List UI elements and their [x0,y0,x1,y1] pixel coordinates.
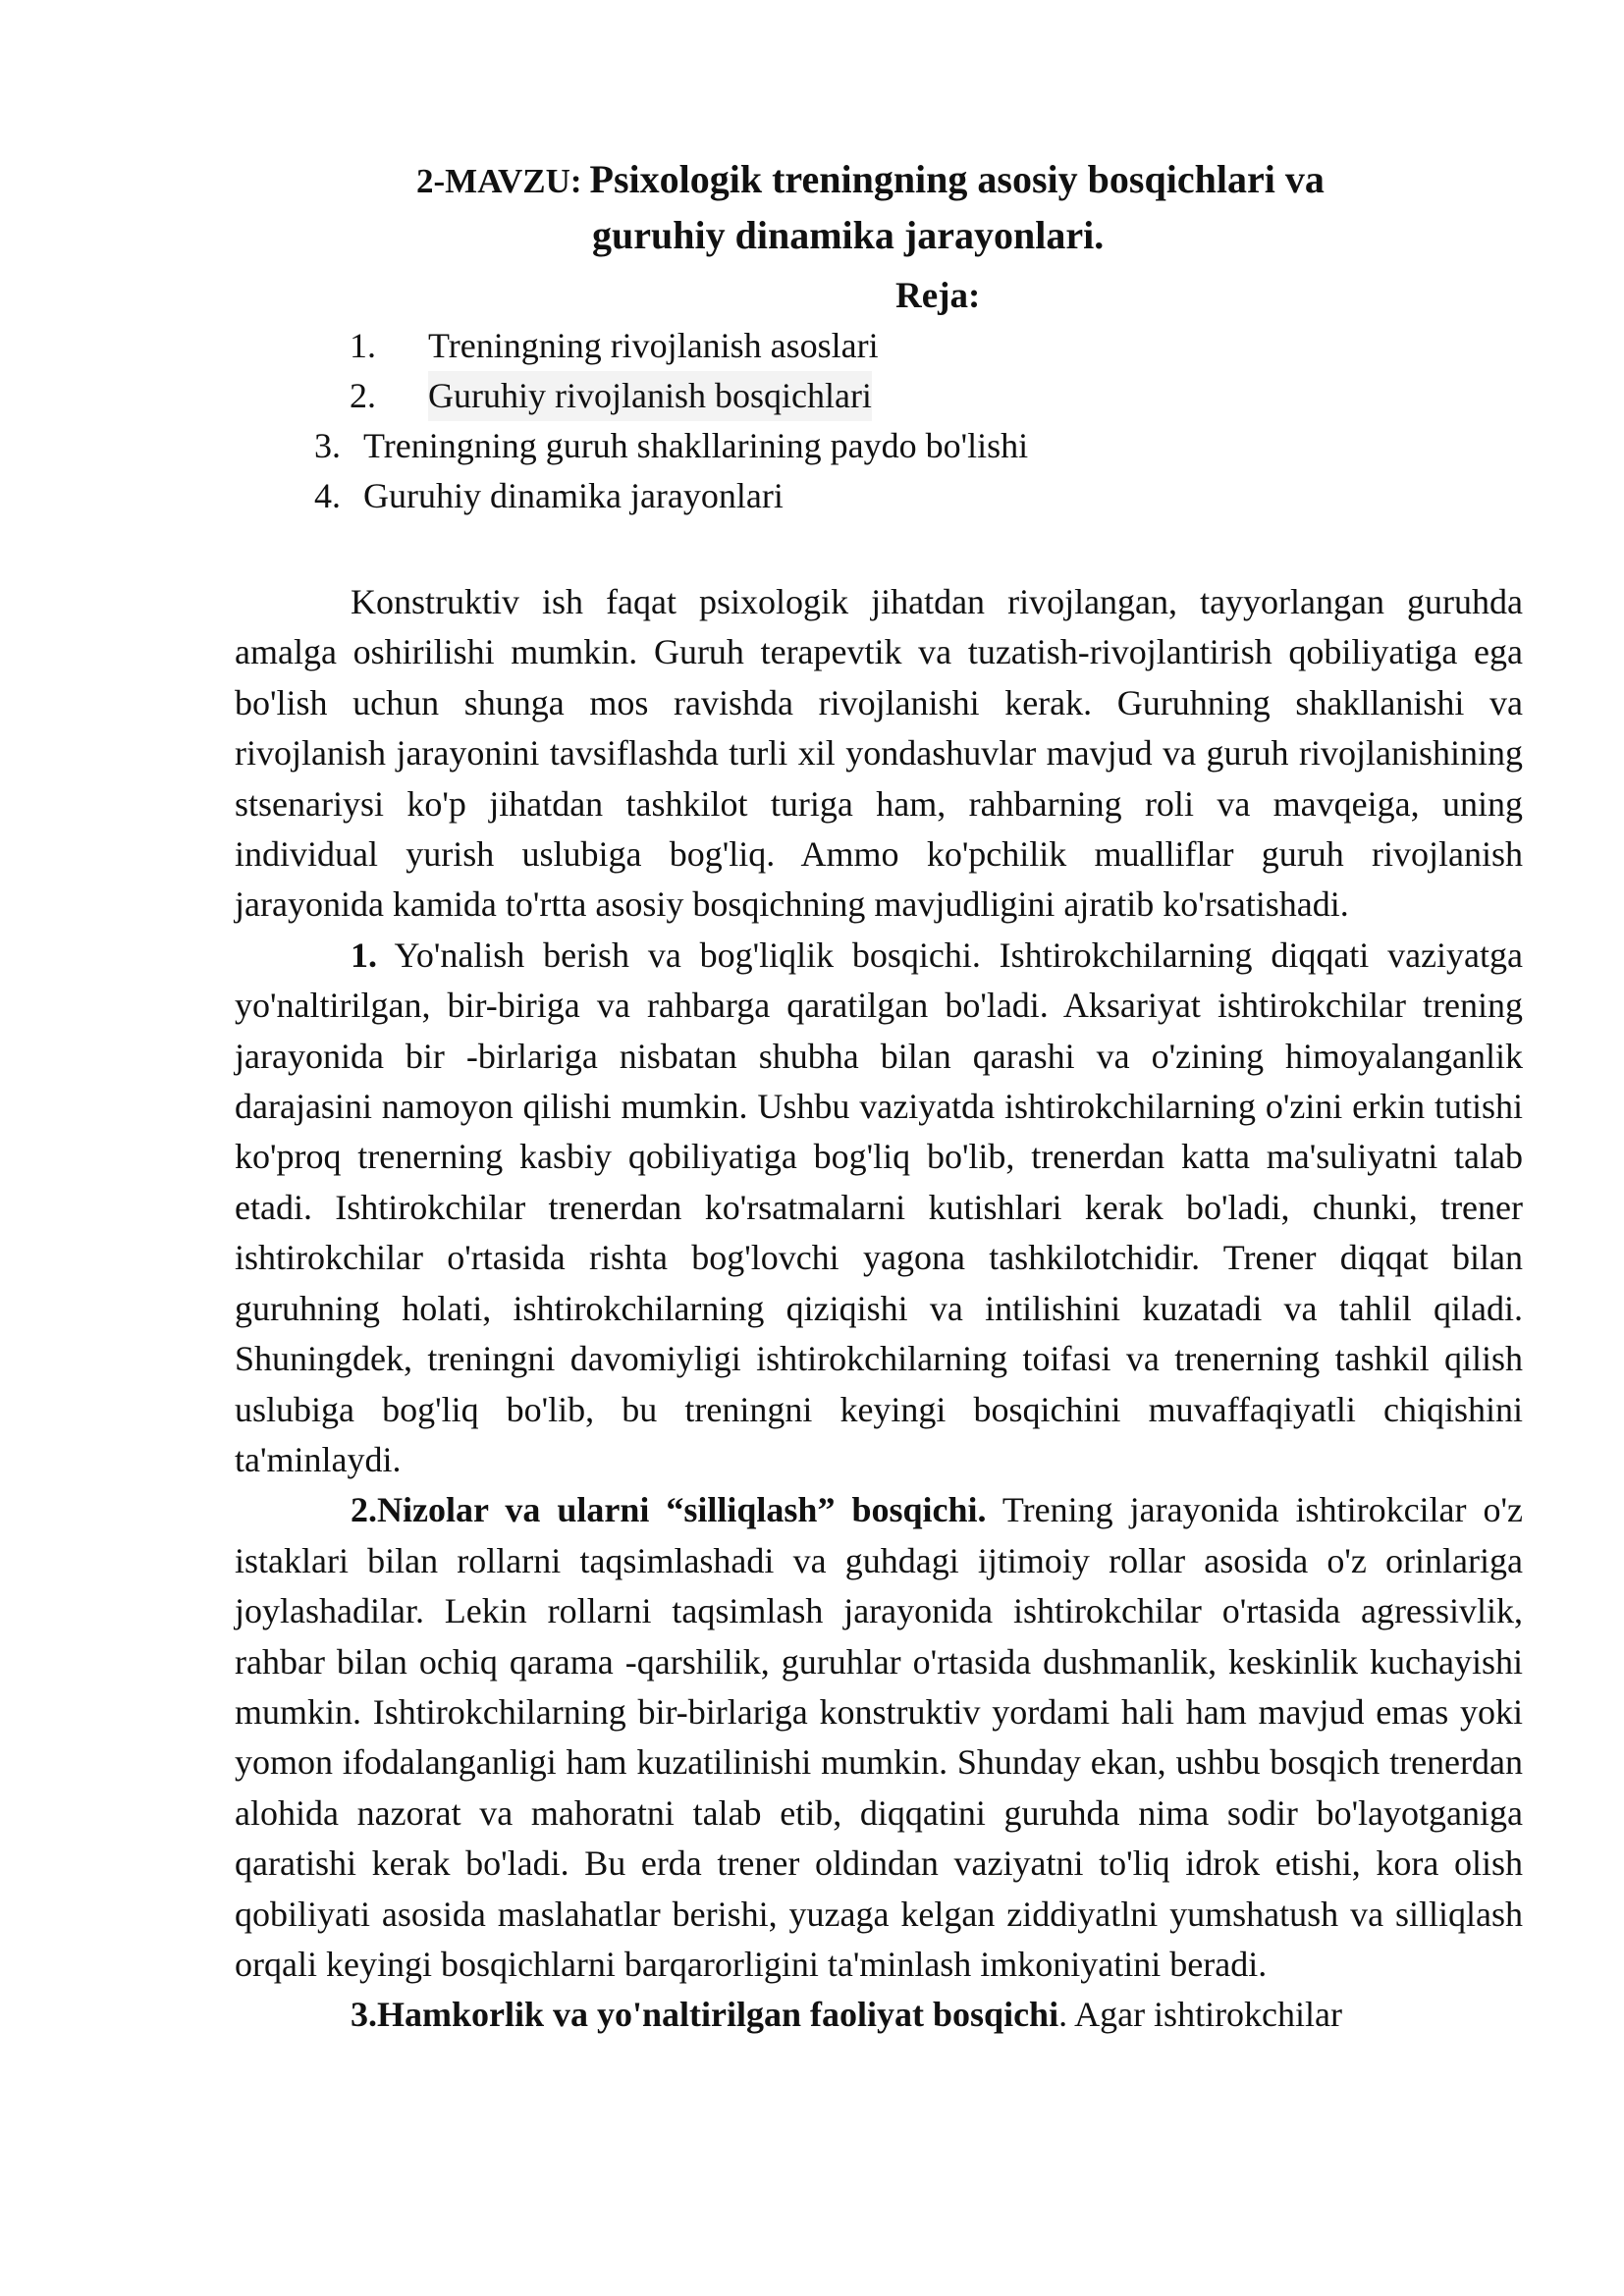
plan-item-number: 1. [350,326,376,365]
plan-item [0,371,1624,421]
stage3-paragraph [235,1990,1523,2040]
plan-item [0,471,1624,521]
body-text [235,577,1523,2041]
intro-paragraph: Konstruktiv ish faqat psixologik jihatdan rivojlangan, tayyorlangan guruhda amalga oshirilishi mumkin. Guruh terapevtik va tuzatish-rivojlantirish qobiliyatiga ega bo'lish uchun shunga mos ravishda rivojlanishi kerak. Guruhning shakllanishi va rivojlanish jarayonini tavsiflashda turli xil yondashuvlar mavjud va guruh rivojlanishining stsenariysi ko'p jihatdan tashkilot turiga ham, rahbarning roli va mavqeiga, uning individual yurish uslubiga bog'liq. Ammo ko'pchilik mualliflar guruh rivojlanish jarayonida kamida to'rtta asosiy bosqichning mavjudligini ajratib ko'rsatishadi. [235,582,1523,925]
stage2-heading: 2.Nizolar va ularni “silliqlash” bosqichi. [351,1490,987,1530]
plan-item-number: 2. [350,376,376,415]
stage1-text: Yo'nalish berish va bog'liqlik bosqichi. Ishtirokchilarning diqqati vaziyatga yo'naltirilgan, bir-biriga va rahbarga qaratilgan bo'ladi. Aksariyat ishtirokchilar trening jarayonida bir -birlariga nisbatan shubha bilan qarashi va o'zining himoyalanganlik darajasini namoyon qilishi mumkin. Ushbu vaziyatda ishtirokchilarning o'zini erkin tutishi ko'proq trenerning kasbiy qobiliyatiga bog'liq bo'lib, trenerdan katta ma'suliyatni talab etadi. Ishtirokchilar trenerdan ko'rsatmalarni kutishlari kerak bo'ladi, chunki, trener ishtirokchilar o'rtasida rishta bog'lovchi yagona tashkilotchidir. Trener diqqat bilan guruhning holati, ishtirokchilarning qiziqishi va intilishini kuzatadi va tahlil qiladi. Shuningdek, treningni davomiyligi ishtirokchilarning toifasi va trenerning tashkil qilish uslubiga bog'liq bo'lib, bu treningni keyingi bosqichini muvaffaqiyatli chiqishini ta'minlaydi. [235,934,1523,1479]
stage3-text: . Agar ishtirokchilar [1058,1995,1343,2035]
plan-item-text: Guruhiy dinamika jarayonlari [363,476,784,515]
plan-item-text: Treningning guruh shakllarining paydo bo'lishi [363,426,1029,465]
topic-title [0,152,1624,262]
title-line-1 [0,152,1624,208]
stage1-number: 1. [351,934,377,975]
stage2-text: Trening jarayonida ishtirokcilar o'z istaklari bilan rollarni taqsimlashadi va guhdagi ijtimoiy rollar asosida o'z orinlariga joylashadilar. Lekin rollarni taqsimlash jarayonida ishtirokchilar o'rtasida agressivlik, rahbar bilan ochiq qarama -qarshilik, guruhlar o'rtasida dushmanlik, keskinlik kuchayishi mumkin. Ishtirokchilarning bir-birlariga konstruktiv yordami hali ham mavjud emas yoki yomon ifodalanganligi ham kuzatilinishi mumkin. Shunday ekan, ushbu bosqich trenerdan alohida nazorat va mahoratni talab etib, diqqatini guruhda nima sodir bo'layotganiga qaratishi kerak bo'ladi. Bu erda trener oldindan vaziyatni to'liq idrok etishi, kora olish qobiliyati asosida maslahatlar berishi, yuzaga kelgan ziddiyatlni yumshatush va silliqlash orqali keyingi bosqichlarni barqarorligini ta'minlash imkoniyatini beradi. [235,1490,1523,1984]
title-line-2: guruhiy dinamika jarayonlari. [592,213,1105,257]
plan-item [0,321,1624,371]
stage3-heading: 3.Hamkorlik va yo'naltirilgan faoliyat bosqichi [351,1995,1059,2035]
plan-list [0,321,1624,521]
topic-number: 2-MAVZU: [416,162,582,200]
plan-item-number: 3. [314,426,341,465]
plan-item [0,421,1624,471]
title-text-1: Psixologik treningning asosiy bosqichlari va [589,157,1325,201]
stage1-paragraph [235,931,1523,1485]
plan-item-text: Treningning rivojlanish asoslari [428,326,879,365]
plan-heading: Reja: [895,276,981,316]
plan-item-text: Guruhiy rivojlanish bosqichlari [428,371,872,421]
plan-item-number: 4. [314,476,341,515]
stage2-paragraph [235,1485,1523,1990]
